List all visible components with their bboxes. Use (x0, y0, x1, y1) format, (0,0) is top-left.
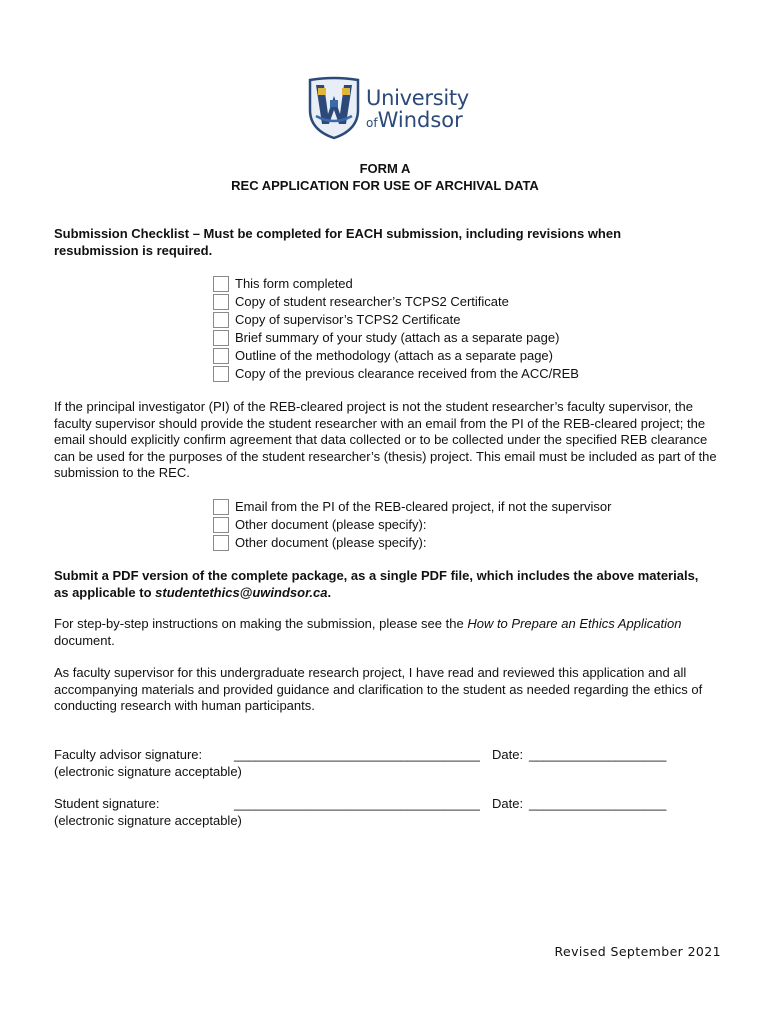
submission-email[interactable]: studentethics@uwindsor.ca (155, 584, 328, 600)
checklist-item[interactable] (213, 293, 673, 311)
pi-paragraph: If the principal investigator (PI) of the REB-cleared project is not the student researcher’s faculty supervisor, the faculty supervisor should provide the student researcher with an email from the PI of the REB-cleared project; the email should explicitly confirm agreement that data collected or to be collected under the specified REB clearance can be used for the purposes of the student researcher’s (thesis) project. This email must be included as part of the submission to the REC. (54, 399, 717, 480)
advisor-signature-label: Faculty advisor signature: (54, 747, 203, 762)
checklist-item-label: Other document (please specify): (235, 535, 427, 550)
supervisor-statement: As faculty supervisor for this undergraduate research project, I have read and reviewed this application and all accompanying materials and provided guidance and clarification to the student as needed regarding the ethics of conducting research with human participants. (54, 665, 703, 713)
form-label: FORM A (359, 161, 411, 176)
checkbox[interactable] (213, 276, 229, 292)
checklist-item[interactable] (213, 534, 673, 552)
checklist-item[interactable] (213, 329, 673, 347)
checkbox[interactable] (213, 535, 229, 551)
checklist-item[interactable] (213, 365, 673, 383)
checklist-item-label: Copy of student researcher’s TCPS2 Certificate (235, 294, 509, 309)
instructions-paragraph: For step-by-step instructions on making the submission, please see the How to Prepare an Ethics Application document. (54, 616, 682, 648)
advisor-signature-field[interactable]: __________________________________ (234, 747, 480, 762)
submission-checklist (213, 275, 673, 383)
university-crest-icon (306, 76, 362, 140)
checkbox[interactable] (213, 517, 229, 533)
student-date-field[interactable]: ___________________ (529, 796, 667, 811)
revision-date: Revised September 2021 (554, 944, 721, 959)
checklist-item[interactable] (213, 516, 673, 534)
submit-instruction: Submit a PDF version of the complete package, as a single PDF file, which includes the above materials, as applicable to studentethics@uwindsor.ca. (54, 568, 699, 600)
checkbox[interactable] (213, 330, 229, 346)
checklist-item[interactable] (213, 275, 673, 293)
date-label: Date: (492, 796, 524, 811)
university-logo (306, 76, 471, 142)
checklist-item[interactable] (213, 311, 673, 329)
guide-document-title: How to Prepare an Ethics Application (467, 616, 682, 631)
signature-note: (electronic signature acceptable) (54, 812, 242, 828)
checklist-intro: Submission Checklist – Must be completed for EACH submission, including revisions when resubmission is required. (54, 226, 622, 258)
checklist-item-label: Outline of the methodology (attach as a separate page) (235, 348, 553, 363)
checklist-item-label: Copy of the previous clearance received from the ACC/REB (235, 366, 579, 381)
checkbox[interactable] (213, 366, 229, 382)
student-signature-label: Student signature: (54, 796, 160, 811)
checkbox[interactable] (213, 348, 229, 364)
logo-word-windsor: ofWindsor (366, 108, 463, 132)
checklist-item-label: Brief summary of your study (attach as a separate page) (235, 330, 560, 345)
checklist-item[interactable] (213, 347, 673, 365)
signature-note: (electronic signature acceptable) (54, 763, 242, 779)
checklist-item-label: Copy of supervisor’s TCPS2 Certificate (235, 312, 461, 327)
logo-word-university: University (366, 86, 469, 110)
checklist-item[interactable] (213, 498, 673, 516)
checkbox[interactable] (213, 499, 229, 515)
advisor-date-field[interactable]: ___________________ (529, 747, 667, 762)
checklist-item-label: Other document (please specify): (235, 517, 427, 532)
logo-wordmark (366, 88, 469, 131)
student-signature-field[interactable]: __________________________________ (234, 796, 480, 811)
date-label: Date: (492, 747, 524, 762)
form-title: REC APPLICATION FOR USE OF ARCHIVAL DATA (231, 178, 539, 193)
checklist-item-label: This form completed (235, 276, 353, 291)
checkbox[interactable] (213, 294, 229, 310)
checkbox[interactable] (213, 312, 229, 328)
additional-documents-checklist (213, 498, 673, 552)
checklist-item-label: Email from the PI of the REB-cleared project, if not the supervisor (235, 499, 612, 514)
